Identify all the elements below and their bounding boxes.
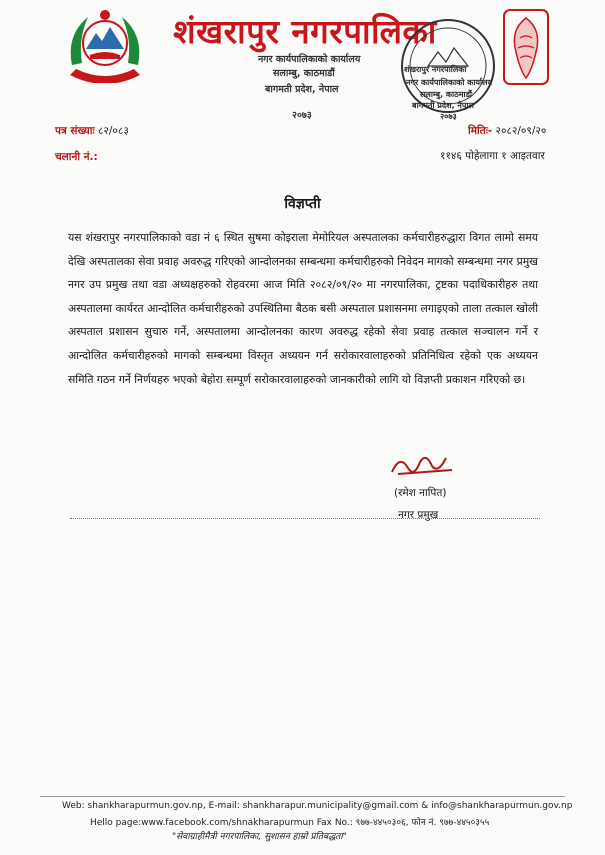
dispatch-number [55, 150, 98, 164]
reference-value: ८२/०८३ [97, 125, 129, 137]
stamp-line-1: शंखरापुर नगरपालिका [404, 65, 467, 74]
conch-emblem-icon [502, 8, 550, 86]
stamp-line-5: २०७३ [440, 112, 457, 121]
office-name: नगर कार्यपालिकाको कार्यालय [258, 54, 361, 65]
reference-number [55, 124, 129, 138]
office-province: बागमती प्रदेश, नेपाल [265, 84, 339, 95]
municipality-title: शंखरापुर नगरपालिका [173, 12, 437, 51]
footer-divider [40, 796, 565, 797]
reference-label: पत्र संख्याः [55, 125, 95, 137]
office-est-year: २०७३ [292, 110, 312, 121]
stamp-line-3: सलाम्बु, काठमाडौं [420, 90, 472, 99]
nepal-emblem-icon [60, 5, 150, 83]
stamp-line-4: बागमती प्रदेश, नेपाल [412, 101, 474, 110]
signatory-designation: नगर प्रमुख [398, 509, 439, 521]
signatory-name: (रमेश नापित) [394, 487, 447, 499]
notice-heading: विज्ञप्ती [284, 196, 321, 212]
footer-slogan: "सेवाग्राहीमैत्री नगरपालिका, सुशासन हाम्रो प्रतिबद्धता" [172, 832, 347, 842]
footer-web-email: Web: shankharapurmun.gov.np, E-mail: shankharapur.municipality@gmail.com & info@shankharapurmun.gov.np [62, 801, 573, 811]
date-label: मितिः- [468, 125, 493, 137]
dispatch-label: चलानी नं.: [55, 151, 98, 163]
signature-icon [388, 448, 458, 482]
notice-body: यस शंखरापुर नगरपालिकाको वडा नं ६ स्थित सुषमा कोइराला मेमोरियल अस्पतालका कर्मचारीहरुद्धारा विगत लामो समय देखि अस्पतालका सेवा प्रवाह अवरुद्ध गरिएको आन्दोलनका सम्बन्धमा कर्मचारीहरुको निवेदन मागको सम्बन्धमा नगर प्रमुख नगर उप प्रमुख तथा वडा अध्यक्षहरुको रोहवरमा आज मिति २०८२/०९/२० मा नगरपालिका, ट्रष्टका पदाधिकारीहरु तथा अस्पतालमा कार्यरत आन्दोलित कर्मचारीहरुको उपस्थितिमा बैठक बसी अस्पताल प्रशासनमा लगाइएको ताला तत्काल खोली अस्पताल प्रशासन सुचारु गर्ने, अस्पतालमा आन्दोलनका कारण अवरुद्ध रहेको सेवा प्रवाह तत्काल सञ्चालन गर्ने र आन्दोलित कर्मचारीहरुको मागको सम्बन्धमा विस्तृत अध्ययन गर्न सरोकारवालाहरुको प्रतिनिधित्व रहेको एक अध्ययन समिति गठन गर्ने निर्णयहरु भएको बेहोरा सम्पूर्ण सरोकारवालाहरुको जानकारीको लागि यो विज्ञप्ती प्रकाशन गरिएको छ। [68, 231, 538, 386]
footer-contact: Hello page:www.facebook.com/shnakharapurmun Fax No.: ९७७-४४५०३०६, फोन नं. ९७७-४४५०३५५ [90, 818, 490, 828]
date-line [468, 124, 546, 138]
stamp-line-2: नगर कार्यपालिकाको कार्यालय [406, 78, 493, 87]
nepal-sambat-date: ११४६ पोहेलागा १ आइतवार [440, 150, 545, 162]
date-value: २०८२/०९/२० [495, 125, 547, 137]
dotted-divider [70, 518, 540, 519]
office-location: सलाम्बु, काठमाडौं [273, 68, 335, 79]
